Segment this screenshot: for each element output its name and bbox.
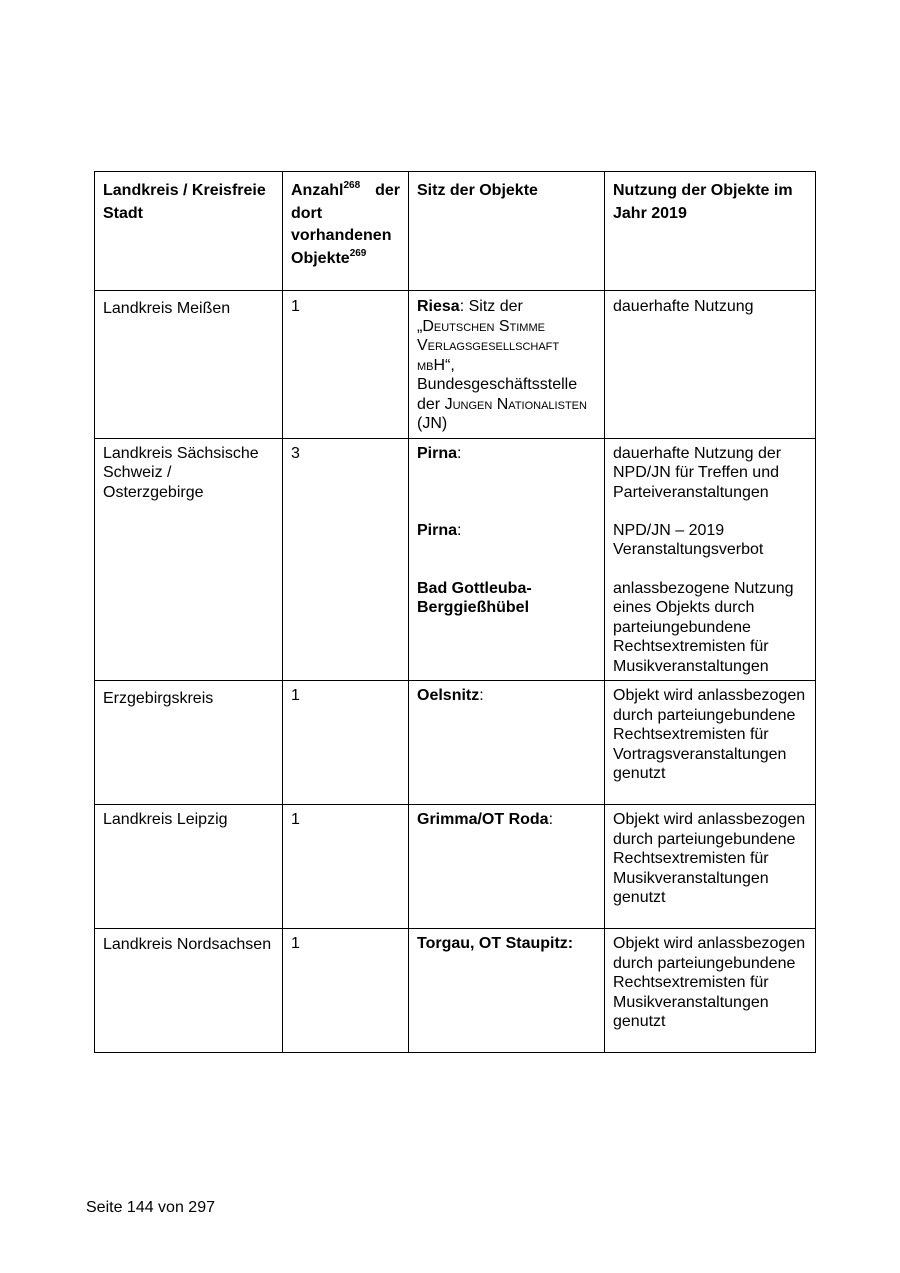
- count-cell: 3: [283, 438, 409, 681]
- header-count: [283, 172, 409, 291]
- page-number: Seite 144 von 297: [86, 1199, 215, 1216]
- location-text: Bundesgeschäftsstelle der: [417, 376, 578, 413]
- count-cell: 1: [283, 291, 409, 439]
- header-usage: Nutzung der Objekte im Jahr 2019: [605, 172, 816, 291]
- district-cell: Erzgebirgskreis: [95, 681, 283, 805]
- usage-cell: Objekt wird anlassbezogen durch parteiungebundene Rechtsextremisten für Musikveranstaltungen genutzt: [605, 929, 816, 1053]
- location-suffix: :: [548, 811, 554, 828]
- location-cell: [409, 805, 605, 929]
- location-text: Jungen Nationalisten: [444, 395, 587, 413]
- location-text: (JN): [417, 415, 448, 432]
- location-cell: [409, 929, 605, 1053]
- usage-entry: anlassbezogene Nutzung eines Objekts durch parteiungebundene Rechtsextremisten für Musikveranstaltungen: [613, 579, 794, 675]
- usage-cell: Objekt wird anlassbezogen durch parteiungebundene Rechtsextremisten für Musikveranstaltungen genutzt: [605, 805, 816, 929]
- location-place: Riesa: [417, 298, 460, 315]
- location-text: „Deutschen Stimme Verlagsgesellschaft mbH“,: [417, 317, 560, 374]
- table-row: [95, 681, 816, 805]
- location-place: Bad Gottleuba-Berggießhübel: [417, 579, 532, 616]
- location-suffix: :: [457, 521, 462, 539]
- location-cell: [409, 291, 605, 439]
- table-row: [95, 291, 816, 439]
- district-cell: Landkreis Nordsachsen: [95, 929, 283, 1053]
- footnote-ref-269: 269: [349, 247, 367, 259]
- location-suffix: :: [479, 687, 484, 704]
- header-count-der: der: [375, 182, 400, 199]
- header-district: Landkreis / Kreisfreie Stadt: [95, 172, 283, 291]
- header-count-last: Objekte: [291, 249, 350, 267]
- usage-cell: Objekt wird anlassbezogen durch parteiungebundene Rechtsextremisten für Vortragsveranstaltungen genutzt: [605, 681, 816, 805]
- location-cell: [409, 438, 605, 681]
- location-place: Oelsnitz: [417, 687, 480, 704]
- table-row: [95, 805, 816, 929]
- header-count-word: Anzahl: [291, 182, 344, 199]
- usage-entry: dauerhafte Nutzung der NPD/JN für Treffen und Parteiveranstaltungen: [613, 444, 782, 501]
- location-place: Pirna: [417, 444, 458, 462]
- location-suffix: :: [457, 444, 462, 462]
- location-cell: [409, 681, 605, 805]
- count-cell: 1: [283, 681, 409, 805]
- usage-cell: dauerhafte Nutzung: [605, 291, 816, 439]
- usage-cell: [605, 438, 816, 681]
- location-place: Grimma/OT Roda: [417, 811, 549, 828]
- location-text: : Sitz der: [459, 298, 523, 315]
- count-cell: 1: [283, 805, 409, 929]
- header-location: Sitz der Objekte: [409, 172, 605, 291]
- table-row: [95, 438, 816, 681]
- objects-table: [94, 171, 816, 1053]
- header-count-rest: dort vorhandenen: [291, 204, 392, 244]
- table-header-row: [95, 172, 816, 291]
- district-cell: Landkreis Sächsische Schweiz / Osterzgebirge: [95, 438, 283, 681]
- location-place: Pirna: [417, 521, 458, 539]
- district-cell: Landkreis Meißen: [95, 291, 283, 439]
- usage-entry: NPD/JN – 2019 Veranstaltungsverbot: [613, 521, 764, 558]
- footnote-ref-268: 268: [343, 180, 361, 191]
- count-cell: 1: [283, 929, 409, 1053]
- table-row: [95, 929, 816, 1053]
- district-cell: Landkreis Leipzig: [95, 805, 283, 929]
- location-place: Torgau, OT Staupitz:: [417, 935, 574, 952]
